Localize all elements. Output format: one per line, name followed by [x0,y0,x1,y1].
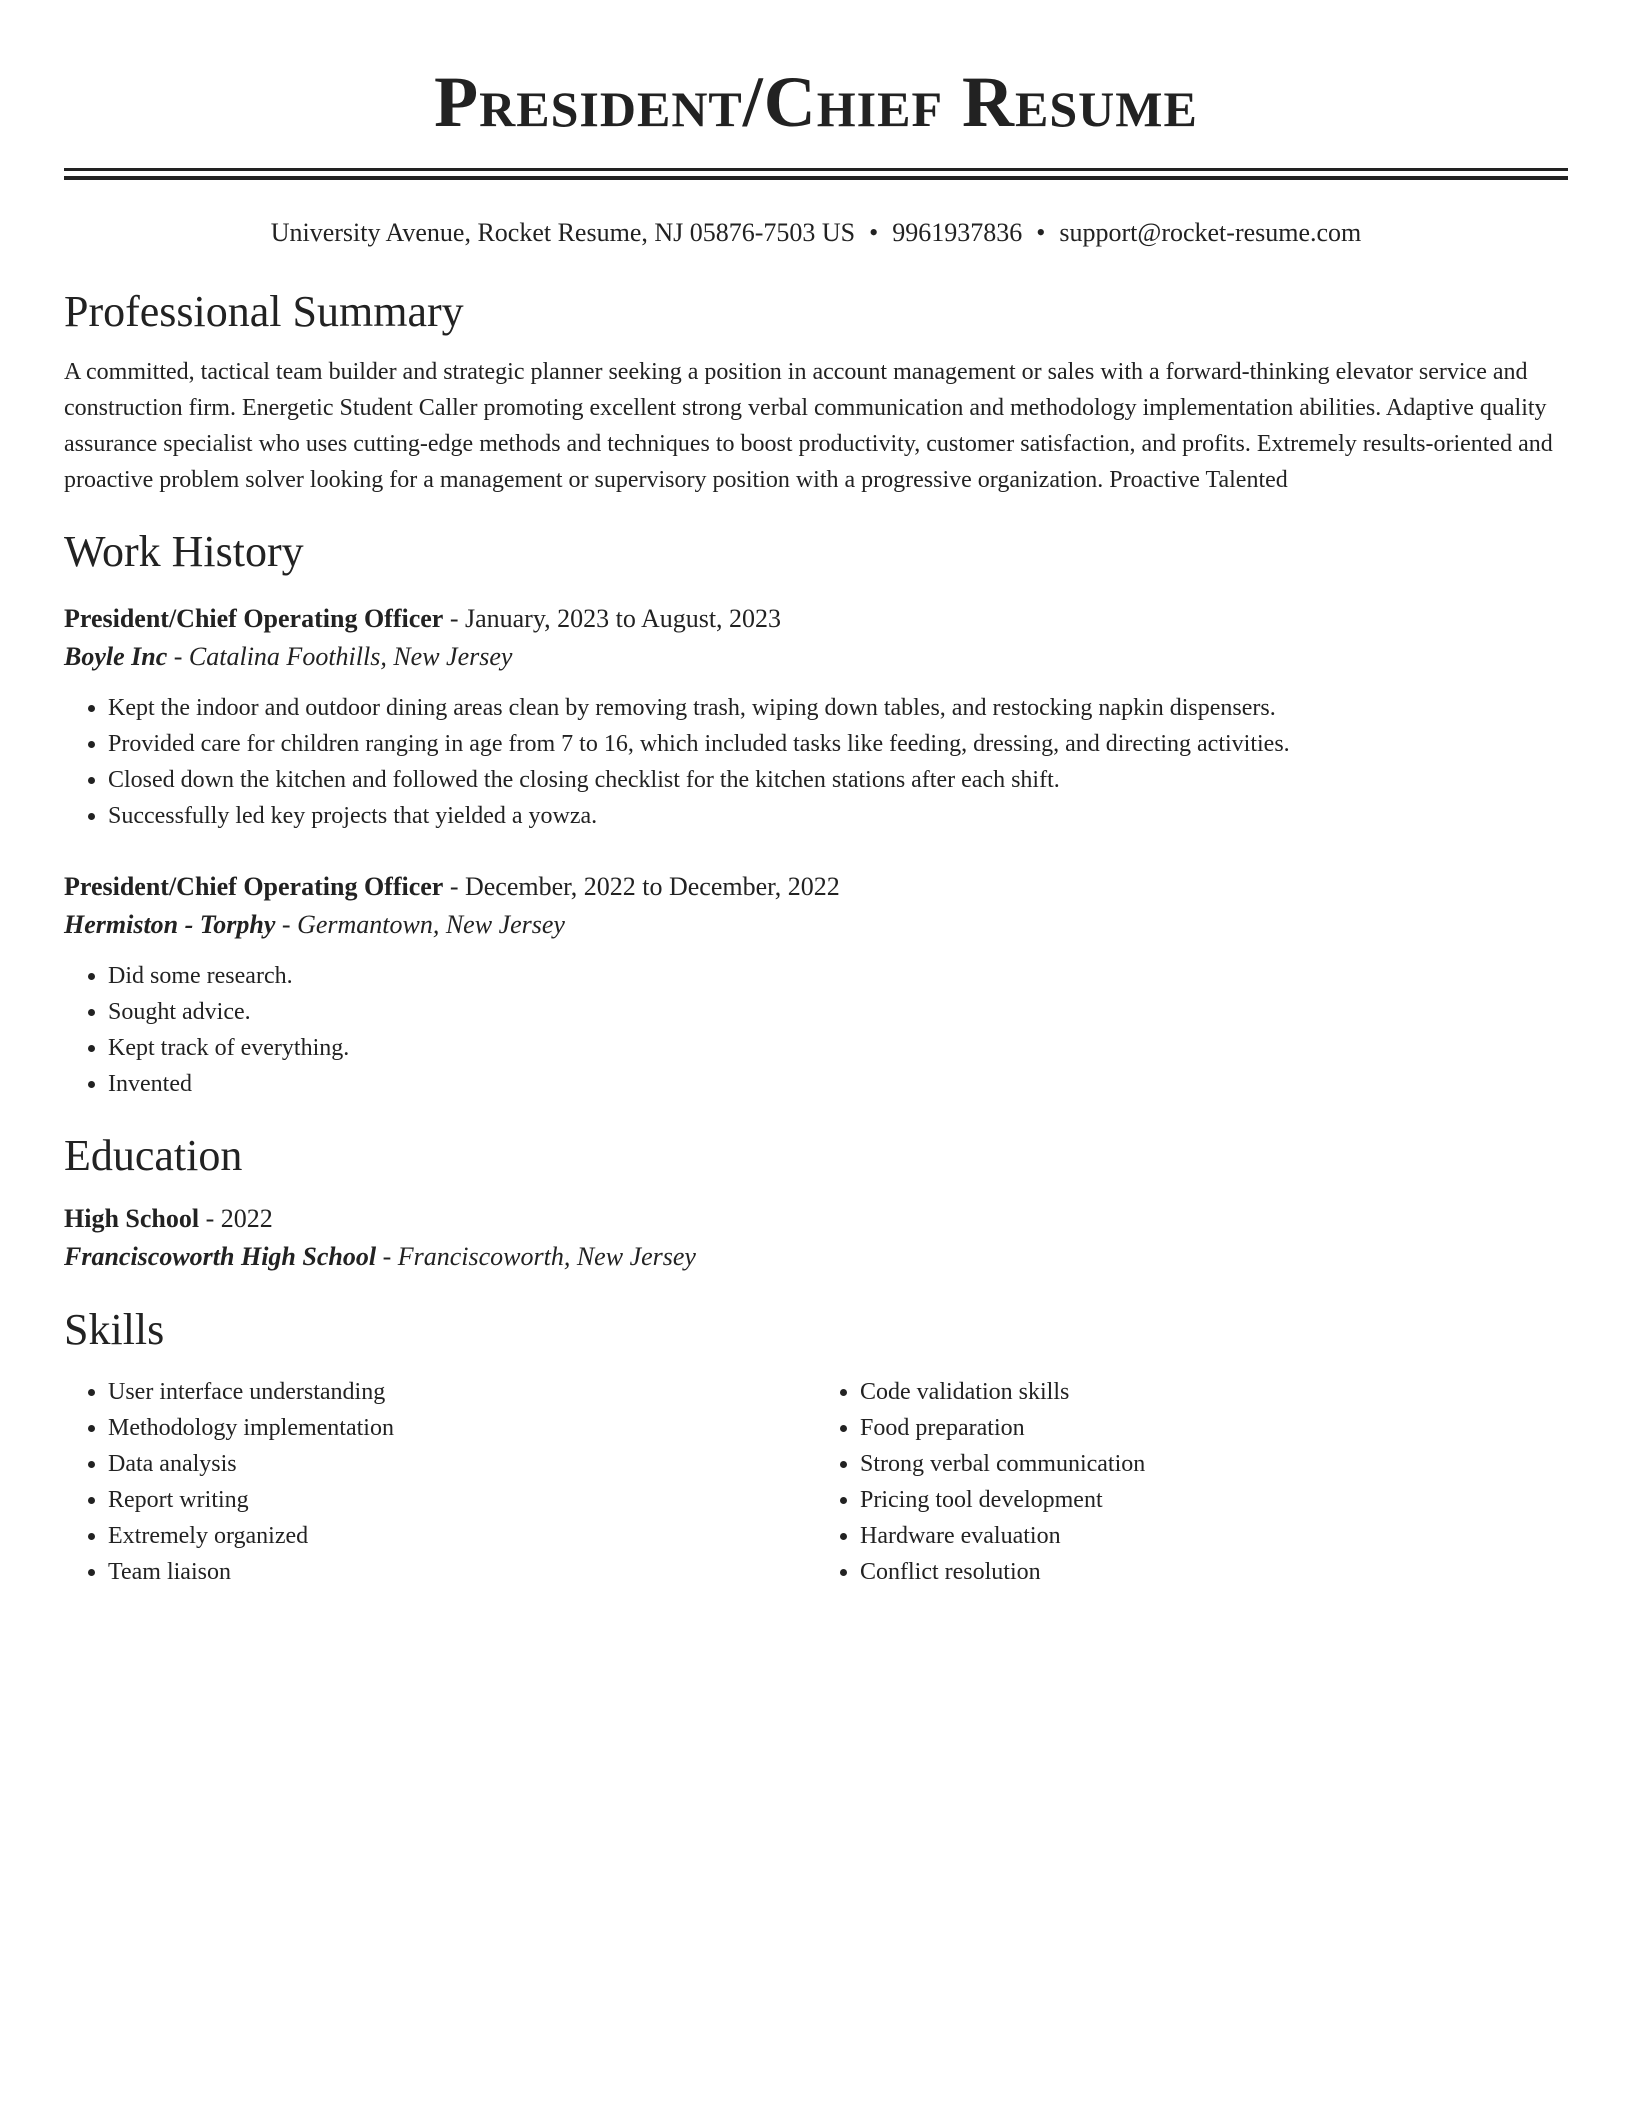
resume-title: President/Chief Resume [434,62,1198,142]
job-company-line [64,906,1568,944]
summary-heading: Professional Summary [64,287,464,336]
skills-columns [64,1374,1568,1590]
job-entry [64,868,1568,1102]
skills-list-left [64,1374,816,1590]
education-school: Franciscoworth High School [64,1242,377,1271]
job-dates: - January, 2023 to August, 2023 [443,604,782,633]
skills-heading: Skills [64,1305,165,1354]
job-bullets [64,690,1568,834]
education-degree-line [64,1200,1568,1238]
list-item: • Methodology implementation [108,1410,816,1446]
job-title-line [64,600,1568,638]
list-item: • Pricing tool development [860,1482,1568,1518]
education-location: - Franciscoworth, New Jersey [376,1242,696,1271]
skills-list-right [816,1374,1568,1590]
list-item: • User interface understanding [108,1374,816,1410]
list-item: • Strong verbal communication [860,1446,1568,1482]
work-history-heading: Work History [64,527,304,576]
list-item: • Successfully led key projects that yielded a yowza. [108,798,1568,834]
job-location: - Germantown, New Jersey [275,910,565,939]
list-item: • Sought advice. [108,994,1568,1030]
contact-separator: • [869,218,879,247]
list-item: • Kept track of everything. [108,1030,1568,1066]
education-degree: High School [64,1204,200,1233]
education-heading: Education [64,1131,243,1180]
contact-email: support@rocket-resume.com [1059,218,1362,247]
job-bullets [64,958,1568,1102]
education-school-line [64,1238,1568,1276]
contact-separator: • [1036,218,1046,247]
list-item: • Hardware evaluation [860,1518,1568,1554]
list-item: • Conflict resolution [860,1554,1568,1590]
contact-line [64,216,1568,250]
list-item: • Provided care for children ranging in age from 7 to 16, which included tasks like feeding, dressing, and directing activities. [108,726,1568,762]
list-item: • Did some research. [108,958,1568,994]
title-divider-top [64,168,1568,171]
list-item: • Team liaison [108,1554,816,1590]
job-company-line [64,638,1568,676]
list-item: • Extremely organized [108,1518,816,1554]
job-title: President/Chief Operating Officer [64,872,444,901]
summary-text: A committed, tactical team builder and strategic planner seeking a position in account management or sales with a forward-thinking elevator service and construction firm. Energetic Student Caller promoting excellent strong verbal communication and methodology implementation abilities. Adaptive quality assurance specialist who uses cutting-edge methods and techniques to boost productivity, customer satisfaction, and profits. Extremely results-oriented and proactive problem solver looking for a management or supervisory position with a progressive organization. Proactive Talented [64,359,1553,493]
list-item: • Closed down the kitchen and followed the closing checklist for the kitchen stations after each shift. [108,762,1568,798]
list-item: • Kept the indoor and outdoor dining areas clean by removing trash, wiping down tables, and restocking napkin dispensers. [108,690,1568,726]
job-entry [64,600,1568,834]
list-item: • Code validation skills [860,1374,1568,1410]
job-title-line [64,868,1568,906]
list-item: • Report writing [108,1482,816,1518]
list-item: • Food preparation [860,1410,1568,1446]
job-company: Hermiston - Torphy [64,910,276,939]
job-dates: - December, 2022 to December, 2022 [443,872,840,901]
title-divider-bottom [64,176,1568,180]
job-location: - Catalina Foothills, New Jersey [167,642,513,671]
contact-phone: 9961937836 [892,218,1023,247]
list-item: • Data analysis [108,1446,816,1482]
contact-address: University Avenue, Rocket Resume, NJ 05876-7503 US [270,218,856,247]
resume-page [64,0,1568,1590]
job-company: Boyle Inc [64,642,168,671]
education-year: - 2022 [199,1204,273,1233]
job-title: President/Chief Operating Officer [64,604,444,633]
list-item: • Invented [108,1066,1568,1102]
